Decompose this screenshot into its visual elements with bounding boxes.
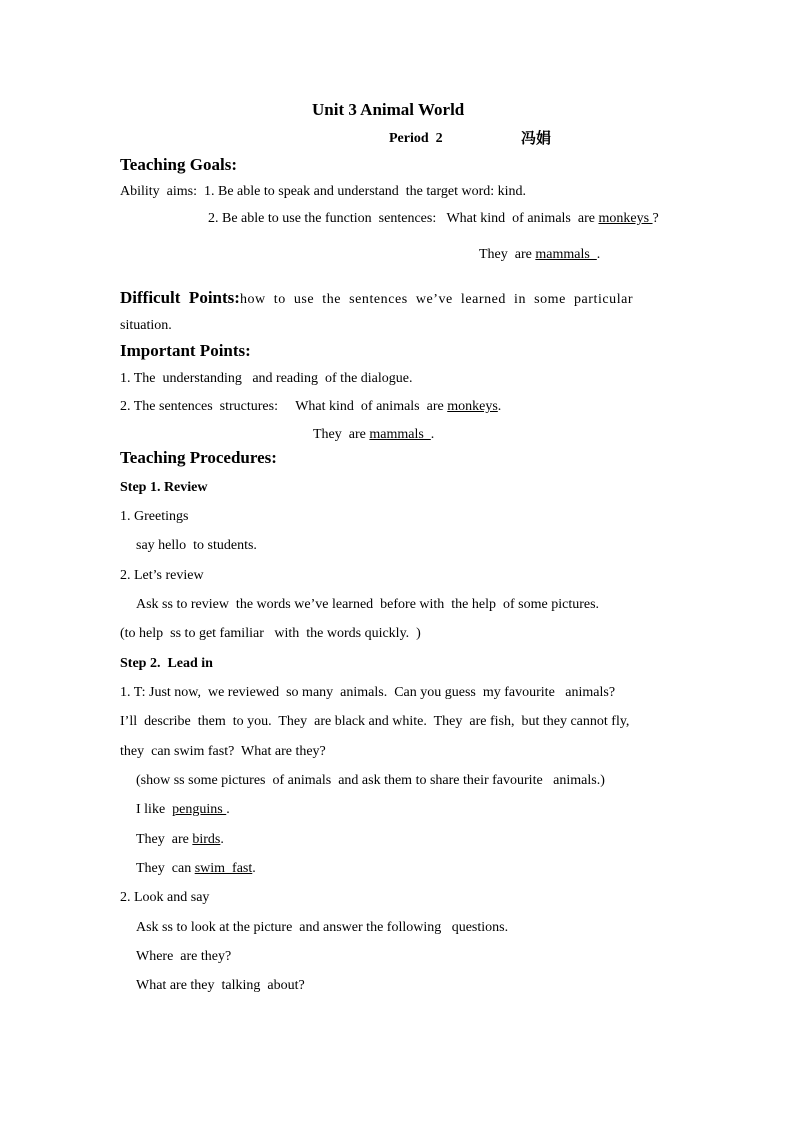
document-title: Unit 3 Animal World <box>312 100 465 119</box>
review-text: Ask ss to review the words we’ve learned before with the help of some pictures. <box>136 597 600 612</box>
like-text: I like <box>136 802 173 817</box>
question-1: Where are they? <box>136 949 232 964</box>
like-sentence <box>136 801 230 819</box>
like-blank: penguins <box>172 802 227 817</box>
difficult-points-heading: Difficult Points: <box>120 288 240 307</box>
ability-label: Ability aims: <box>120 184 204 199</box>
answer-end: . <box>596 247 601 262</box>
important-item-2 <box>120 398 501 416</box>
important-item-3-blank: mammals <box>369 427 431 442</box>
aim-2-blank: monkeys <box>598 211 653 226</box>
review-note: (to help ss to get familiar with the words quickly. ) <box>120 626 421 641</box>
lead-in-para-4: (show ss some pictures of animals and ask them to share their favourite animals.) <box>136 773 605 788</box>
aim-1-text: 1. Be able to speak and understand the target word: kind. <box>204 184 527 199</box>
birds-end: . <box>220 832 224 847</box>
swim-end: . <box>252 861 256 876</box>
important-item-2-blank: monkeys <box>447 399 498 414</box>
aim-2-answer <box>479 246 600 264</box>
step-2-heading: Step 2. Lead in <box>120 656 213 671</box>
difficult-points-text: how to use the sentences we’ve learned in some particular <box>239 292 634 307</box>
birds-blank: birds <box>192 832 221 847</box>
period-label: Period 2 <box>389 131 443 146</box>
lead-in-para-2: I’ll describe them to you. They are black and white. They are fish, but they cannot fly, <box>120 714 630 729</box>
swim-sentence <box>136 860 256 878</box>
difficult-points <box>120 289 633 309</box>
important-item-2-text: 2. The sentences structures: What kind of animals are <box>120 399 448 414</box>
aim-2-text: 2. Be able to use the function sentences: What kind of animals are <box>208 211 599 226</box>
lead-in-para-3: they can swim fast? What are they? <box>120 744 326 759</box>
important-item-3-end: . <box>430 427 435 442</box>
important-item-3 <box>313 426 434 444</box>
important-item-2-end: . <box>497 399 502 414</box>
ability-aim-2 <box>208 210 659 228</box>
teaching-goals-heading: Teaching Goals: <box>120 155 237 174</box>
review-title: 2. Let’s review <box>120 568 204 583</box>
swim-text: They can <box>136 861 195 876</box>
birds-text: They are <box>136 832 193 847</box>
lead-in-para-1: 1. T: Just now, we reviewed so many animals. Can you guess my favourite animals? <box>120 685 616 700</box>
difficult-points-cont: situation. <box>120 318 172 333</box>
important-item-1: 1. The understanding and reading of the dialogue. <box>120 371 413 386</box>
author-name: 冯娟 <box>521 129 552 147</box>
question-2: What are they talking about? <box>136 978 305 993</box>
birds-sentence <box>136 831 224 849</box>
like-end: . <box>226 802 230 817</box>
greetings-text: say hello to students. <box>136 538 257 553</box>
important-item-3-text: They are <box>313 427 370 442</box>
teaching-procedures-heading: Teaching Procedures: <box>120 448 277 467</box>
ability-aim-1 <box>120 183 526 201</box>
answer-blank: mammals <box>535 247 597 262</box>
swim-blank: swim fast <box>194 861 253 876</box>
greetings-title: 1. Greetings <box>120 509 189 524</box>
answer-text: They are <box>479 247 536 262</box>
step-1-heading: Step 1. Review <box>120 480 208 495</box>
look-and-say-text: Ask ss to look at the picture and answer the following questions. <box>136 920 509 935</box>
aim-2-end: ? <box>652 211 659 226</box>
look-and-say-title: 2. Look and say <box>120 890 210 905</box>
important-points-heading: Important Points: <box>120 341 251 360</box>
